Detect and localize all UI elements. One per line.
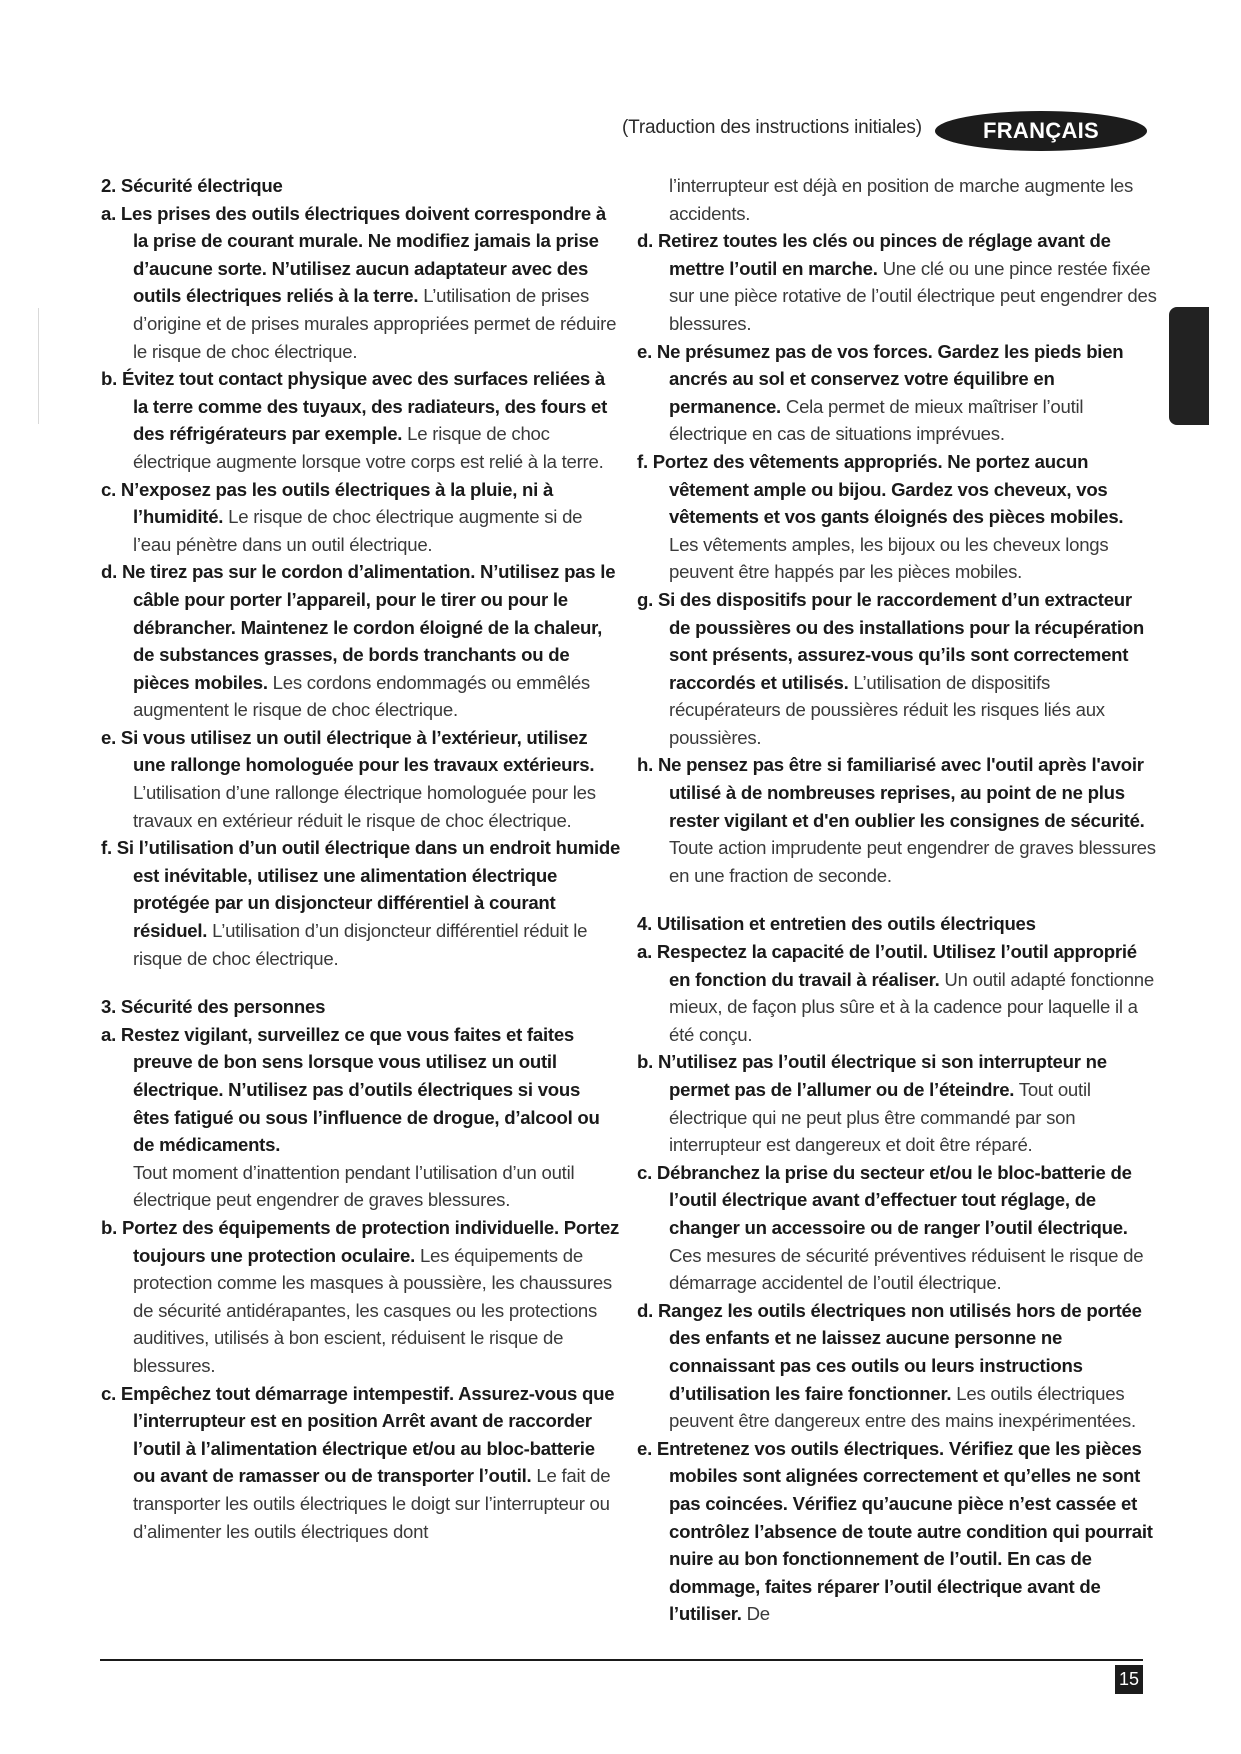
language-badge: FRANÇAIS (935, 111, 1147, 151)
section-title: 4. Utilisation et entretien des outils électriques (637, 913, 1036, 935)
instruction-bold: b. Évitez tout contact physique avec des surfaces reliées à la terre comme des tuyaux, des radiateurs, des fours et des réfrigérateurs par exemple. (101, 368, 608, 445)
instruction-item (101, 1380, 621, 1546)
instruction-text: Les équipements de protection comme les masques à poussière, les chaussures de sécurité antidérapantes, les casques ou les protections auditives, utilisés à bon escient, réduisent le risque de blessures. (133, 1244, 612, 1376)
section-side-tab (1169, 307, 1209, 425)
instruction-text: Les vêtements amples, les bijoux ou les cheveux longs peuvent être happés par les pièces mobiles. (669, 533, 1109, 583)
instruction-bold: e. Ne présumez pas de vos forces. Gardez les pieds bien ancrés au sol et conservez votre équilibre en permanence. (637, 340, 1124, 417)
instruction-text: Tout outil électrique qui ne peut plus être commandé par son interrupteur est dangereux et doit être réparé. (669, 1079, 1091, 1156)
instruction-item (637, 227, 1157, 337)
right-column (637, 172, 1157, 1628)
instruction-bold: a. Respectez la capacité de l’outil. Utilisez l’outil approprié en fonction du travail à réaliser. (637, 941, 1137, 990)
instruction-item (101, 365, 621, 475)
instruction-text: Cela permet de mieux maîtriser l’outil électrique en cas de situations imprévues. (669, 395, 1084, 445)
instruction-text: Une clé ou une pince restée fixée sur une pièce rotative de l’outil électrique peut engendrer des blessures. (669, 257, 1157, 334)
footer-rule (100, 1659, 1143, 1661)
instruction-text: Le fait de transporter les outils électriques le doigt sur l’interrupteur ou d’alimenter les outils électriques dont (133, 1465, 611, 1542)
instruction-item (101, 834, 621, 972)
instruction-text: Le risque de choc électrique augmente si de l’eau pénètre dans un outil électrique. (133, 506, 583, 555)
instruction-item (637, 1048, 1157, 1158)
instruction-text: L’utilisation d’un disjoncteur différentiel réduit le risque de choc électrique. (133, 920, 588, 969)
instruction-item (637, 1435, 1157, 1628)
instruction-bold: d. Retirez toutes les clés ou pinces de réglage avant de mettre l’outil en marche. (637, 230, 1111, 279)
instruction-text: l’interrupteur est déjà en position de marche augmente les accidents. (669, 175, 1134, 224)
instruction-bold: g. Si des dispositifs pour le raccordement d’un extracteur de poussières ou des installations pour la récupération sont présents, assurez-vous qu’ils sont correctement raccordés et utilisés. (637, 588, 1144, 693)
left-column (101, 172, 621, 1545)
instruction-bold: a. Restez vigilant, surveillez ce que vous faites et faites preuve de bon sens lorsque vous utilisez un outil électrique. N’utilisez pas d’outils électriques si vous êtes fatigué ou sous l’influence de drogue, d’alcool ou de médicaments. (101, 1023, 600, 1156)
instruction-bold: b. N’utilisez pas l’outil électrique si son interrupteur ne permet pas de l’allumer ou de l’éteindre. (637, 1051, 1107, 1100)
instruction-text: Ces mesures de sécurité préventives réduisent le risque de démarrage accidentel de l’outil électrique. (669, 1244, 1144, 1294)
instruction-bold: b. Portez des équipements de protection individuelle. Portez toujours une protection oculaire. (101, 1216, 620, 1266)
instruction-text: De (741, 1603, 770, 1625)
instruction-item (637, 751, 1157, 889)
instruction-text: L’utilisation de prises d’origine et de prises murales appropriées permet de réduire le risque de choc électrique. (133, 285, 617, 362)
instruction-item (101, 1214, 621, 1380)
instruction-text: L’utilisation de dispositifs récupérateurs de poussières réduit les risques liés aux poussières. (669, 671, 1105, 748)
section-title: 3. Sécurité des personnes (101, 996, 326, 1018)
instruction-text: Un outil adapté fonctionne mieux, de façon plus sûre et à la cadence pour laquelle il a été conçu. (669, 968, 1154, 1045)
instruction-item (637, 586, 1157, 752)
instruction-bold: f. Portez des vêtements appropriés. Ne portez aucun vêtement ample ou bijou. Gardez vos cheveux, vos vêtements et vos gants éloignés des pièces mobiles. (637, 450, 1124, 528)
instruction-bold: a. Les prises des outils électriques doivent correspondre à la prise de courant murale. Ne modifiez jamais la prise d’aucune sorte. N’utilisez aucun adaptateur avec des outils électriques reliés à la terre. (101, 202, 607, 307)
instruction-text: Tout moment d’inattention pendant l’utilisation d’un outil électrique peut engendrer de graves blessures. (133, 1161, 575, 1211)
instruction-item (637, 448, 1157, 586)
instruction-bold: d. Rangez les outils électriques non utilisés hors de portée des enfants et ne laissez aucune personne ne connaissant pas ces outils ou leurs instructions d’utilisation les faire fonctionner. (637, 1299, 1142, 1404)
instruction-item (637, 338, 1157, 448)
instruction-text: Les outils électriques peuvent être dangereux entre des mains inexpérimentées. (669, 1382, 1136, 1432)
page-number: 15 (1115, 1665, 1143, 1694)
instruction-bold: c. Débranchez la prise du secteur et/ou le bloc-batterie de l’outil électrique avant d’effectuer tout réglage, de changer un accessoire ou de ranger l’outil électrique. (637, 1161, 1132, 1238)
instruction-item (101, 476, 621, 559)
instruction-text: Les cordons endommagés ou emmêlés augmentent le risque de choc électrique. (133, 671, 590, 721)
section-title: 2. Sécurité électrique (101, 175, 283, 196)
instruction-bold: h. Ne pensez pas être si familiarisé avec l'outil après l'avoir utilisé à de nombreuses reprises, au point de ne plus rester vigilant et d'en oublier les consignes de sécurité. (637, 754, 1145, 831)
margin-line (38, 308, 39, 424)
instruction-bold: e. Si vous utilisez un outil électrique à l’extérieur, utilisez une rallonge homologuée pour les travaux extérieurs. (101, 726, 595, 776)
instruction-item (637, 1159, 1157, 1297)
instruction-bold: c. N’exposez pas les outils électriques à la pluie, ni à l’humidité. (101, 478, 554, 528)
instruction-item (101, 558, 621, 724)
instruction-bold: f. Si l’utilisation d’un outil électrique dans un endroit humide est inévitable, utilisez une alimentation électrique protégée par un disjoncteur différentiel à courant résiduel. (101, 837, 621, 942)
instruction-text: Toute action imprudente peut engendrer de graves blessures en une fraction de seconde. (669, 837, 1156, 886)
header-note: (Traduction des instructions initiales) (622, 117, 922, 138)
instruction-item (637, 1297, 1157, 1435)
instruction-item (637, 938, 1157, 1048)
instruction-bold: d. Ne tirez pas sur le cordon d’alimentation. N’utilisez pas le câble pour porter l’appareil, pour le tirer ou pour le débrancher. Maintenez le cordon éloigné de la chaleur, de substances grasses, de bords tranchants ou de pièces mobiles. (101, 561, 616, 693)
instruction-text: L’utilisation d’une rallonge électrique homologuée pour les travaux en extérieur réduit le risque de choc électrique. (133, 782, 596, 831)
instruction-text: Le risque de choc électrique augmente lorsque votre corps est relié à la terre. (133, 423, 604, 472)
instruction-item (101, 200, 621, 366)
instruction-item (101, 1021, 621, 1159)
instruction-bold: c. Empêchez tout démarrage intempestif. Assurez-vous que l’interrupteur est en position Arrêt avant de raccorder l’outil à l’alimentation électrique et/ou au bloc-batterie ou avant de ramasser ou de transporter l’outil. (101, 1382, 615, 1487)
instruction-bold: e. Entretenez vos outils électriques. Vérifiez que les pièces mobiles sont alignées correctement et qu’elles ne sont pas coincées. Vérifiez qu’aucune pièce n’est cassée et contrôlez l’absence de toute autre condition qui pourrait nuire au bon fonctionnement de l’outil. En cas de dommage, faites réparer l’outil électrique avant de l’utiliser. (637, 1437, 1153, 1625)
instruction-item (101, 724, 621, 834)
